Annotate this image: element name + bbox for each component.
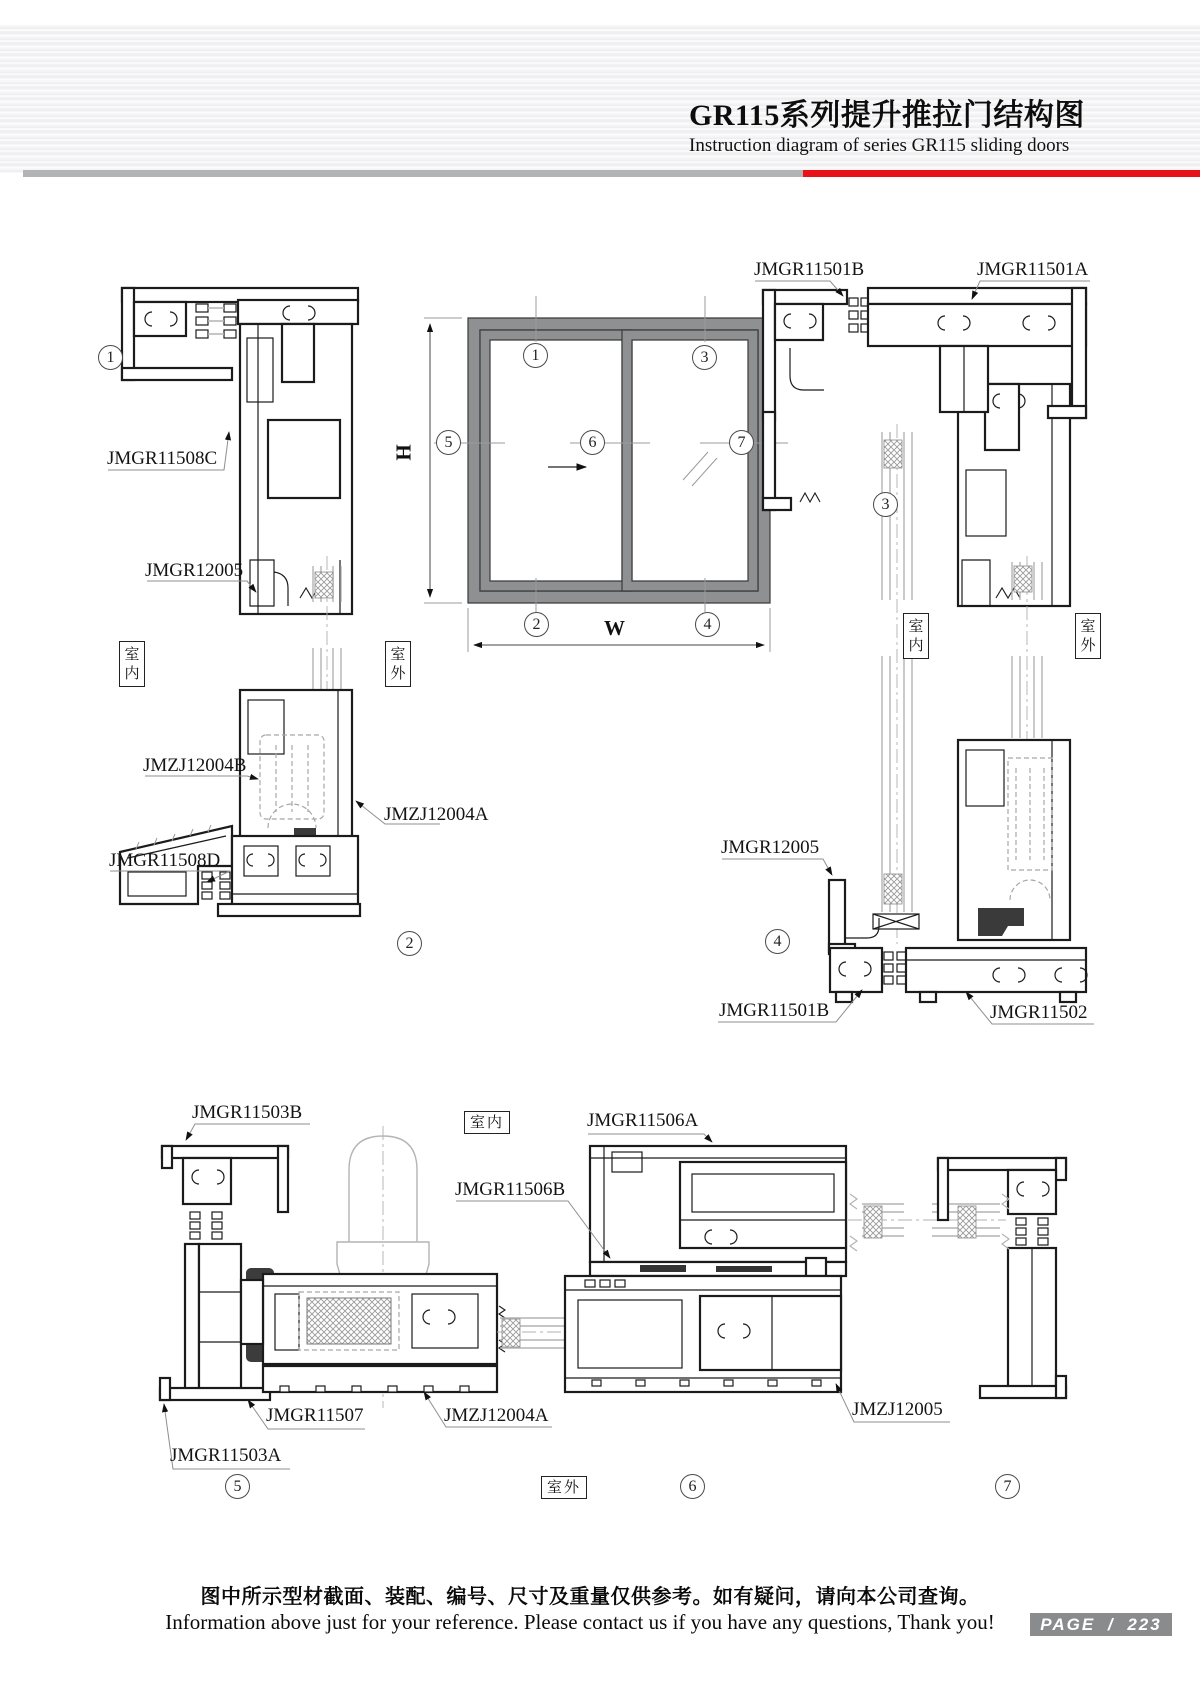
dimension-label-w: W (604, 616, 625, 640)
callout-4-section: 4 (765, 929, 790, 954)
part-label-jmgr11502: JMGR11502 (990, 1002, 1088, 1023)
page-subtitle: Instruction diagram of series GR115 sliding doors (689, 135, 1070, 156)
callout-2-section: 2 (397, 931, 422, 956)
callout-5-elevation: 5 (436, 430, 461, 455)
part-label-jmgr11508d: JMGR11508D (109, 850, 221, 871)
part-label-jmgr11507: JMGR11507 (266, 1405, 364, 1426)
part-label-jmzj12004b: JMZJ12004B (143, 755, 247, 776)
callout-1-section: 1 (98, 345, 123, 370)
section-bottom (160, 1126, 1066, 1408)
part-label-jmgr11501b-top: JMGR11501B (754, 259, 865, 280)
part-label-jmgr11501a: JMGR11501A (977, 259, 1089, 280)
section-head-left (120, 288, 360, 916)
footer-note-zh: 图中所示型材截面、装配、编号、尺寸及重量仅供参考。如有疑问，请向本公司查询。 (200, 1586, 980, 1608)
part-label-jmgr12005-left: JMGR12005 (145, 560, 244, 581)
part-label-jmgr11503a: JMGR11503A (170, 1445, 282, 1466)
callout-3-elevation: 3 (692, 345, 717, 370)
part-label-jmgr11508c: JMGR11508C (107, 448, 218, 469)
callout-3-section: 3 (873, 492, 898, 517)
callout-2-elevation: 2 (524, 612, 549, 637)
room-label-outdoor-left: 室外 (385, 641, 411, 687)
dimension-label-h: H (391, 444, 416, 461)
part-label-jmgr11506b: JMGR11506B (455, 1179, 566, 1200)
callout-7-elevation: 7 (729, 430, 754, 455)
room-label-outdoor-bottom: 室外 (541, 1476, 587, 1499)
part-label-jmgr11506a: JMGR11506A (587, 1110, 699, 1131)
page-number-badge: PAGE / 223 (1030, 1613, 1172, 1636)
page-title: GR115系列提升推拉门结构图 (689, 99, 1085, 132)
room-label-indoor-right: 室内 (903, 613, 929, 659)
room-label-outdoor-right: 室外 (1075, 613, 1101, 659)
callout-7-section: 7 (995, 1474, 1020, 1499)
part-label-jmgr12005-right: JMGR12005 (721, 837, 820, 858)
callout-6-section: 6 (680, 1474, 705, 1499)
part-label-jmgr11503b: JMGR11503B (192, 1102, 303, 1123)
part-label-jmgr11501b-bottom: JMGR11501B (719, 1000, 830, 1021)
callout-6-elevation: 6 (580, 430, 605, 455)
callout-4-elevation: 4 (695, 612, 720, 637)
part-label-jmzj12004a-bottom: JMZJ12004A (444, 1405, 549, 1426)
room-label-indoor-left: 室内 (119, 641, 145, 687)
elevation-schematic (424, 296, 788, 652)
footer-note-en: Information above just for your reference. Please contact us if you have any questions, Thank you! (165, 1610, 995, 1634)
part-label-jmzj12005: JMZJ12005 (852, 1399, 943, 1420)
callout-1-elevation: 1 (523, 343, 548, 368)
callout-5-section: 5 (225, 1474, 250, 1499)
room-label-indoor-bottom: 室内 (464, 1111, 510, 1134)
part-label-jmzj12004a-top: JMZJ12004A (384, 804, 489, 825)
